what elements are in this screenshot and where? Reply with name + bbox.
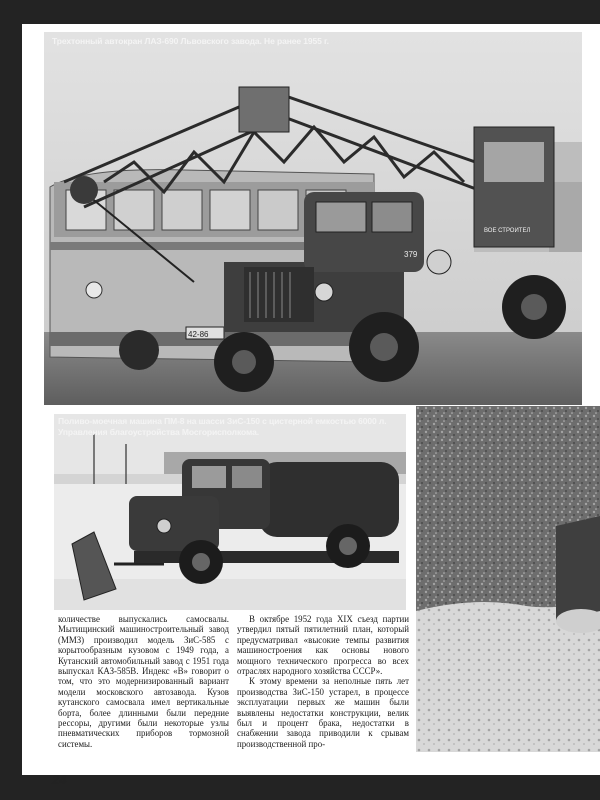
page-number: 24 xyxy=(52,772,67,787)
paragraph: К этому времени за неполные пять лет производства ЗиС-150 устарел, в процессе эксплуатации первых же машин были выявлены недостатки конструкции, велик был и процент брака, недостатки в снабжении завода приводили к срывам производственной про- xyxy=(237,676,409,749)
caption-middle-line-1: Поливо-моечная машина ПМ-8 на шасси ЗиС-150 с цистерной емкостью 6000 л. xyxy=(58,416,387,426)
photo-truck-crane xyxy=(44,32,582,405)
text-column-left xyxy=(58,614,229,749)
scan-border-top xyxy=(0,0,600,24)
caption-top: Трехтонный автокран ЛАЗ-690 Львовского завода. Не ранее 1955 г. xyxy=(52,36,329,46)
scan-border-left xyxy=(0,0,22,800)
truck-number: 379 xyxy=(404,250,418,259)
cab-sign: ВОЕ СТРОИТЕЛ xyxy=(484,228,531,234)
scan-border-bottom xyxy=(0,775,600,800)
text-column-right xyxy=(237,614,409,749)
paragraph: количестве выпускались самосвалы. Мытищинский машиностроительный завод (ММЗ) производил модель ЗиС-585 с корытообразным кузовом с 1949 года, а Кутанский автомобильный завод с 1951 года выпускал КАЗ-585В. Индекс «В» говорит о том, что это модернизированный вариант модели московского автозавода. Кузов кутанского самосвала имел вертикальные борта, более длинными были передние рессоры, другими были некоторые узлы пневматических приборов тормозной системы. xyxy=(58,614,229,749)
photo-watering-truck xyxy=(54,414,406,610)
caption-middle xyxy=(58,416,403,437)
photo-snow-wall xyxy=(416,406,600,752)
paragraph: В октябре 1952 года XIX съезд партии утвердил пятый пятилетний план, который предусматривал «высокие темпы развития машиностроения как основы нового мощного технического прогресса во всех отраслях народного хозяйства СССР». xyxy=(237,614,409,677)
bus-plate: 42-86 xyxy=(188,330,209,339)
caption-middle-line-2: Управления благоустройства Мосгорисполкома. xyxy=(58,426,259,437)
